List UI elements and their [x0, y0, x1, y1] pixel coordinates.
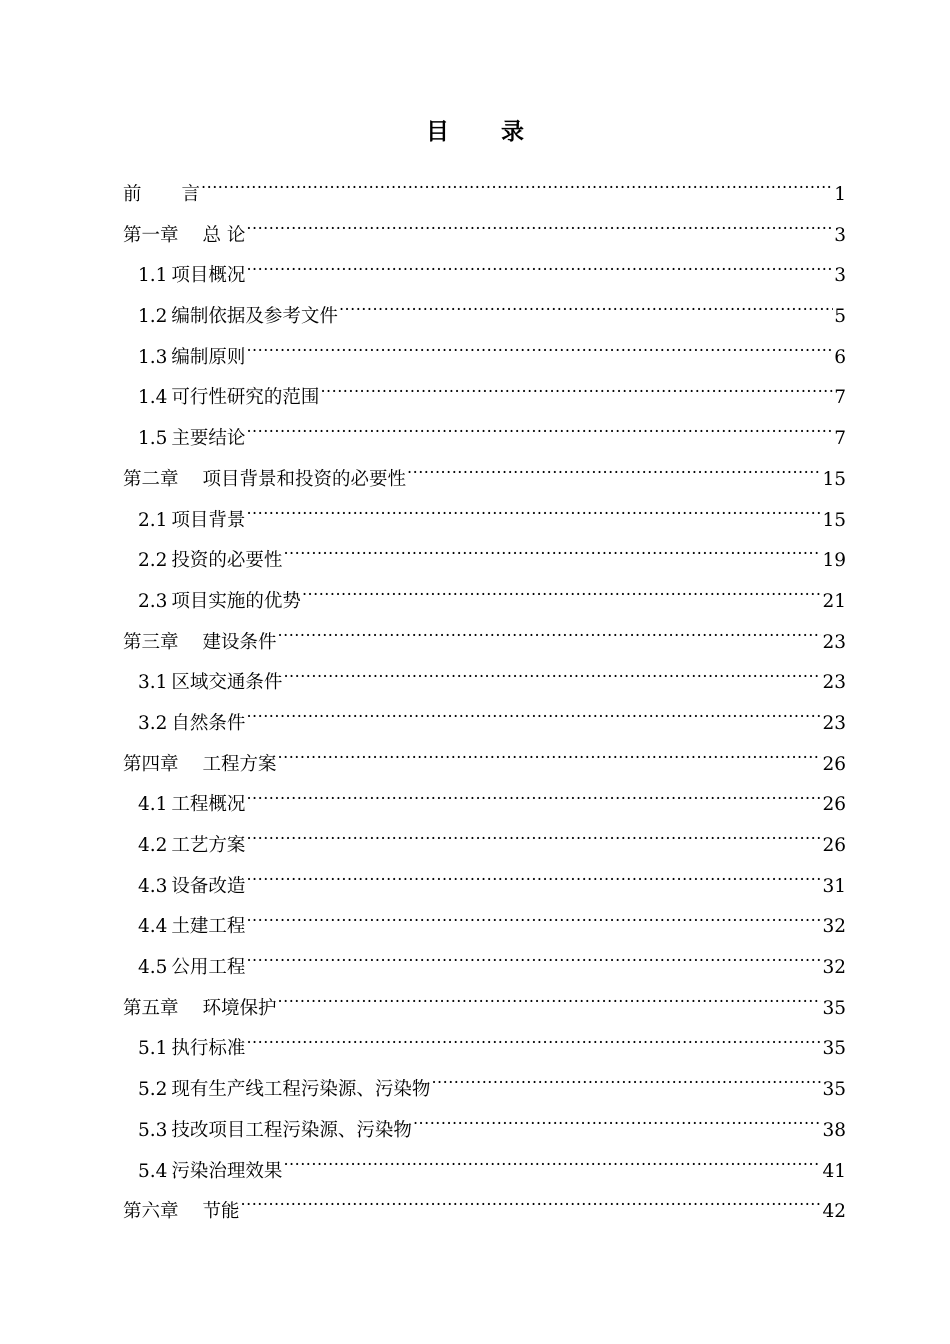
toc-page-number: 35	[822, 997, 846, 1019]
toc-page-number: 23	[822, 712, 846, 734]
toc-entry-chapter[interactable]	[123, 460, 846, 501]
toc-entry-label	[138, 1070, 430, 1111]
toc-page-number: 15	[822, 509, 846, 531]
toc-title-char-1: 目	[426, 119, 449, 145]
toc-entry-number: 4.2	[138, 835, 168, 856]
toc-entry-title: 总 论	[202, 224, 246, 246]
toc-entry-section[interactable]	[123, 1070, 846, 1111]
toc-entry-number: 2.1	[138, 509, 168, 531]
toc-entry-number: 3.2	[138, 712, 168, 734]
toc-page-number: 35	[822, 1038, 846, 1060]
toc-entry-number: 5.3	[138, 1119, 168, 1141]
toc-page-number: 35	[822, 1079, 846, 1101]
toc-entry-number: 4.1	[138, 794, 168, 816]
toc-entry-number: 2.3	[138, 590, 168, 612]
toc-entry-section[interactable]	[123, 867, 846, 908]
toc-entry-label	[138, 541, 282, 582]
toc-entry-title: 现有生产线工程污染源、污染物	[171, 1079, 431, 1101]
toc-entry-chapter[interactable]	[123, 989, 846, 1030]
toc-entry-number: 4.3	[138, 875, 168, 897]
toc-entry-section[interactable]	[123, 501, 846, 542]
toc-entry-label	[138, 907, 245, 948]
toc-entry-chapter[interactable]	[123, 216, 846, 257]
toc-entry-section[interactable]	[123, 704, 846, 745]
toc-entry-title: 公用工程	[171, 957, 246, 979]
toc-entry-label	[138, 948, 245, 989]
toc-entry-number: 1.5	[138, 428, 168, 450]
toc-entry-section[interactable]	[123, 338, 846, 379]
toc-entry-title: 污染治理效果	[171, 1160, 283, 1182]
toc-dot-leader	[246, 507, 821, 526]
toc-dot-leader	[283, 670, 821, 689]
toc-entry-title: 工程概况	[171, 794, 246, 816]
toc-page-number: 19	[822, 550, 846, 572]
toc-page-number: 41	[822, 1160, 846, 1182]
toc-entry-section[interactable]	[123, 582, 846, 623]
toc-dot-leader	[246, 426, 833, 445]
toc-entry-label	[138, 297, 338, 338]
toc-page-number: 3	[834, 224, 846, 246]
toc-dot-leader	[201, 182, 833, 201]
toc-entry-number: 5.2	[138, 1079, 168, 1101]
toc-page-number: 38	[822, 1119, 846, 1141]
toc-entry-title: 设备改造	[171, 875, 246, 897]
toc-dot-leader	[407, 466, 821, 485]
toc-entry-title: 项目背景和投资的必要性	[202, 468, 407, 490]
toc-dot-leader	[339, 304, 833, 323]
toc-page-number: 31	[822, 875, 846, 897]
toc-dot-leader	[246, 873, 821, 892]
toc-entry-number: 2.2	[138, 550, 168, 572]
toc-page-number: 23	[822, 672, 846, 694]
toc-entry-title: 自然条件	[171, 712, 246, 734]
toc-entry-number: 第三章	[123, 631, 179, 653]
toc-entry-number: 3.1	[138, 672, 168, 694]
toc-entry-label	[123, 623, 277, 664]
toc-entry-title: 项目概况	[171, 265, 246, 287]
toc-dot-leader	[246, 344, 833, 363]
toc-dot-leader	[302, 588, 822, 607]
toc-entry-label	[123, 1192, 240, 1233]
toc-entry-section[interactable]	[123, 1111, 846, 1152]
toc-entry-section[interactable]	[123, 663, 846, 704]
toc-dot-leader	[246, 710, 821, 729]
toc-entry-label	[123, 216, 245, 257]
toc-dot-leader	[246, 955, 821, 974]
toc-entry-label	[138, 1111, 412, 1152]
toc-dot-leader	[246, 263, 833, 282]
toc-entry-title: 建设条件	[202, 631, 277, 653]
toc-dot-leader	[413, 1117, 822, 1136]
toc-entry-chapter[interactable]	[123, 1192, 846, 1233]
toc-entry-label	[123, 989, 277, 1030]
toc-entry-label	[138, 501, 245, 542]
toc-title-char-2: 录	[501, 119, 524, 145]
toc-entry-number: 第四章	[123, 753, 179, 775]
toc-entry-label	[138, 582, 301, 623]
toc-entry-title: 环境保护	[202, 997, 277, 1019]
toc-entry-section[interactable]	[123, 297, 846, 338]
toc-entry-number: 1.3	[138, 346, 168, 368]
toc-dot-leader	[278, 751, 822, 770]
toc-dot-leader	[246, 833, 821, 852]
toc-page-number: 32	[822, 957, 846, 979]
toc-entry-title: 土建工程	[171, 916, 246, 938]
toc-entry-section[interactable]	[123, 256, 846, 297]
toc-dot-leader	[246, 792, 821, 811]
toc-entry-number: 第一章	[123, 224, 179, 246]
toc-dot-leader	[320, 385, 833, 404]
toc-entry-title: 执行标准	[171, 1038, 246, 1060]
toc-entry-label	[123, 175, 200, 216]
toc-entry-title: 技改项目工程污染源、污染物	[171, 1119, 412, 1141]
toc-dot-leader	[241, 1199, 822, 1218]
toc-entry-label	[138, 378, 319, 419]
toc-entry-title: 项目背景	[171, 509, 246, 531]
toc-entry-section[interactable]	[123, 785, 846, 826]
toc-entry-section[interactable]	[123, 948, 846, 989]
toc-entry-title: 言	[181, 184, 201, 205]
toc-entry-number: 前	[123, 184, 142, 205]
toc-dot-leader	[246, 222, 833, 241]
toc-entry-section[interactable]	[123, 826, 846, 867]
toc-entry-label	[138, 419, 245, 460]
toc-page-number: 7	[834, 387, 846, 409]
toc-page-number: 1	[834, 184, 846, 205]
toc-title	[0, 113, 950, 146]
toc-entry-label	[123, 745, 277, 786]
toc-entry-label	[138, 785, 245, 826]
toc-entry-label	[138, 867, 245, 908]
toc-page-number: 6	[834, 346, 846, 368]
toc-entry-section[interactable]	[123, 1152, 846, 1193]
toc-entry-label	[138, 338, 245, 379]
toc-page-number: 5	[834, 306, 846, 328]
toc-entry-label	[138, 1152, 282, 1193]
toc-entry-section[interactable]	[123, 907, 846, 948]
toc-entry-title: 节能	[202, 1201, 240, 1223]
toc-page-number: 26	[822, 835, 846, 856]
toc-list	[123, 175, 846, 1233]
toc-entry-title: 投资的必要性	[171, 550, 283, 572]
toc-entry-number: 第六章	[123, 1201, 179, 1223]
toc-dot-leader	[283, 548, 821, 567]
toc-entry-section[interactable]	[123, 378, 846, 419]
toc-entry-label	[138, 704, 245, 745]
toc-dot-leader	[431, 1077, 821, 1096]
toc-entry-chapter[interactable]	[123, 175, 846, 216]
toc-entry-title: 区域交通条件	[171, 672, 283, 694]
toc-dot-leader	[278, 629, 822, 648]
toc-entry-title: 编制依据及参考文件	[171, 306, 338, 328]
toc-entry-label	[138, 1029, 245, 1070]
toc-page-number: 32	[822, 916, 846, 938]
toc-entry-section[interactable]	[123, 1029, 846, 1070]
toc-entry-title: 编制原则	[171, 346, 246, 368]
toc-entry-section[interactable]	[123, 541, 846, 582]
toc-dot-leader	[246, 914, 821, 933]
toc-page-number: 26	[822, 753, 846, 775]
toc-page-number: 7	[834, 428, 846, 450]
toc-page-number: 3	[834, 265, 846, 287]
toc-page-number: 21	[822, 590, 846, 612]
toc-entry-number: 第二章	[123, 468, 179, 490]
toc-entry-number: 5.4	[138, 1160, 168, 1182]
toc-entry-label	[138, 826, 245, 867]
toc-entry-chapter[interactable]	[123, 745, 846, 786]
toc-page-number: 42	[822, 1201, 846, 1223]
toc-entry-number: 1.4	[138, 387, 168, 409]
toc-entry-title: 主要结论	[171, 428, 246, 450]
toc-page-number: 15	[822, 468, 846, 490]
toc-entry-section[interactable]	[123, 419, 846, 460]
toc-page-number: 23	[822, 631, 846, 653]
toc-entry-title: 工程方案	[202, 753, 277, 775]
toc-entry-label	[138, 663, 282, 704]
toc-entry-number: 5.1	[138, 1038, 168, 1060]
toc-entry-title: 工艺方案	[171, 835, 246, 856]
toc-entry-chapter[interactable]	[123, 623, 846, 664]
toc-page-number: 26	[822, 794, 846, 816]
toc-entry-label	[123, 460, 406, 501]
toc-dot-leader	[246, 1036, 821, 1055]
toc-entry-label	[138, 256, 245, 297]
toc-dot-leader	[278, 995, 822, 1014]
toc-entry-number: 第五章	[123, 997, 179, 1019]
toc-entry-number: 4.4	[138, 916, 168, 938]
toc-entry-number: 1.2	[138, 306, 168, 328]
toc-entry-number: 4.5	[138, 957, 168, 979]
toc-entry-title: 项目实施的优势	[171, 590, 301, 612]
toc-dot-leader	[283, 1158, 821, 1177]
toc-entry-number: 1.1	[138, 265, 168, 287]
toc-entry-title: 可行性研究的范围	[171, 387, 320, 409]
